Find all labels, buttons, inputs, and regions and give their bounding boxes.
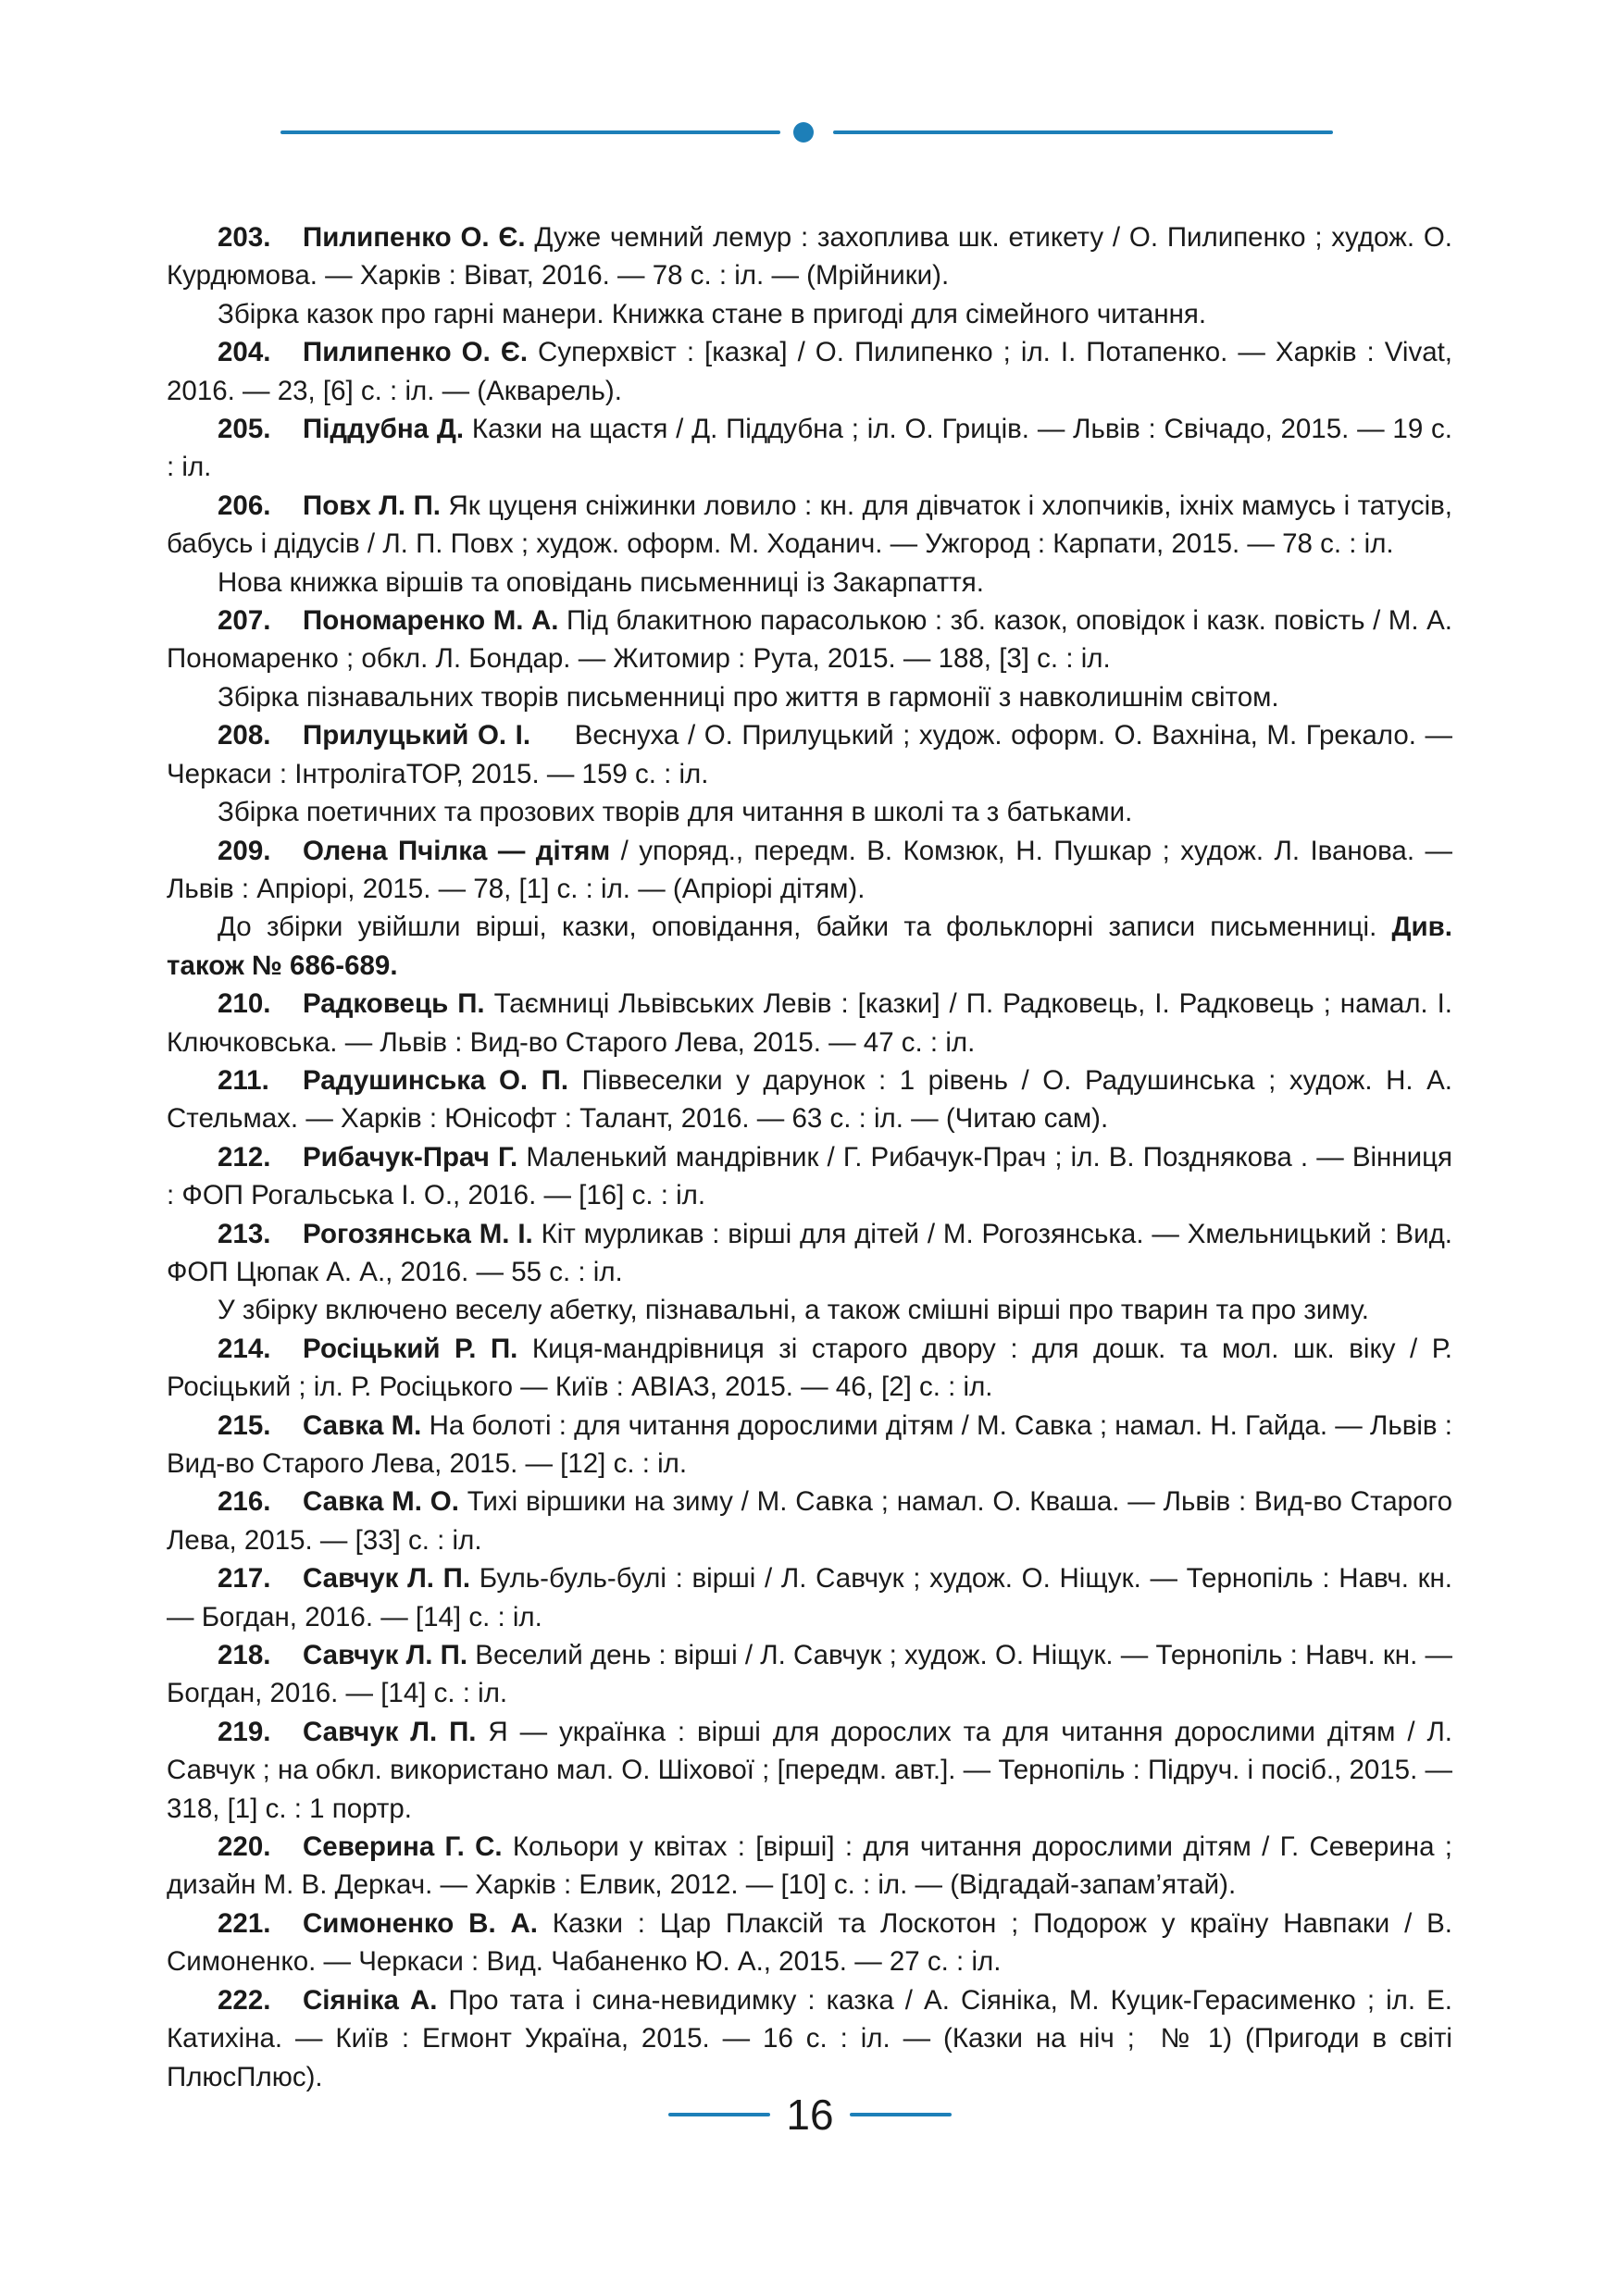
entry-annotation	[167, 295, 1452, 333]
entry-description: Маленький мандрівник / Г. Рибачук-Прач ; іл. В. Позднякова . — Вінниця : ФОП Рогальська І. О., 2016. — [16] с. : іл.	[167, 1141, 1461, 1211]
annotation-text: У збірку включено веселу абетку, пізнавальні, а також смішні вірші про тварин та про зиму.	[218, 1295, 1369, 1326]
entry-description: Кіт мурликав : вірші для дітей / М. Рогозянська. — Хмельницький : Вид. ФОП Цюпак А. А., 2016. — 55 с. : іл.	[167, 1218, 1461, 1287]
entry-author: Росіцький Р. П.	[303, 1333, 518, 1364]
entry-number: 214.	[218, 1333, 271, 1364]
entry-author: Піддубна Д.	[303, 414, 465, 445]
entry-description: / упоряд., передм. В. Комзюк, Н. Пушкар ; худож. Л. Іванова. — Львів : Апріорі, 2015. — 78, [1] с. : іл. — (Апріорі дітям).	[167, 835, 1461, 904]
entry-number: 217.	[218, 1563, 271, 1595]
bibliography-entry	[167, 1559, 1461, 1636]
entry-author: Симоненко В. А.	[303, 1907, 538, 1939]
entry-number: 207.	[218, 605, 271, 637]
entry-description: Дуже чемний лемур : захоплива шк. етикету / О. Пилипенко ; худож. О. Курдюмова. — Харків : Віват, 2016. — 78 с. : іл. — (Мрійники).	[167, 222, 1461, 292]
annotation-text: Збірка казок про гарні манери. Книжка стане в пригоді для сімейного читання.	[218, 298, 1207, 329]
entry-number: 206.	[218, 490, 271, 521]
entry-author: Пилипенко О. Є.	[303, 337, 529, 368]
entry-author: Рогозянська М. І.	[303, 1218, 533, 1249]
annotation-text: До збірки увійшли вірші, казки, оповідання, байки та фольклорні записи письменниці.	[218, 912, 1392, 943]
annotation-text: Збірка поетичних та прозових творів для читання в школі та з батьками.	[218, 797, 1133, 828]
bibliography-entry	[167, 602, 1461, 678]
entry-author: Пилипенко О. Є.	[303, 222, 526, 253]
bibliography-entry	[167, 218, 1461, 295]
bibliography-entry	[167, 1981, 1461, 2096]
entry-annotation	[167, 564, 1452, 602]
header-dot	[793, 122, 814, 143]
entry-number: 209.	[218, 835, 271, 866]
see-also-reference: Див. також № 686-689.	[167, 912, 1452, 981]
entry-description: Буль-буль-булі : вірші / Л. Савчук ; худож. О. Ніщук. — Тернопіль : Навч. кн. — Богдан, 2016. — [14] с. : іл.	[167, 1563, 1461, 1632]
entry-description: Веснуха / О. Прилуцький ; худож. оформ. О. Вахніна, М. Грекало. — Черкаси : ІнтролігаТОР, 2015. — 159 с. : іл.	[167, 720, 1461, 789]
entry-number: 208.	[218, 720, 271, 751]
entry-author: Савка М.	[303, 1409, 422, 1441]
bibliography-entry	[167, 1215, 1461, 1292]
entry-author: Рибачук-Прач Г.	[303, 1141, 518, 1173]
entry-description: На болоті : для читання дорослими дітям / М. Савка ; намал. Н. Гайда. — Львів : Вид-во Старого Лева, 2015. — [12] с. : іл.	[167, 1409, 1461, 1479]
footer-rule-right	[850, 2113, 952, 2116]
entry-description: Я — українка : вірші для дорослих та для читання дорослими дітям / Л. Савчук ; на обкл. використано мал. О. Шіхової ; [передм. авт.]. — Тернопіль : Підруч. і посіб., 2015. — 318, [1] с. : 1 портр.	[167, 1716, 1461, 1824]
entry-description: Піввеселки у дарунок : 1 рівень / О. Радушинська ; худож. Н. А. Стельмах. — Харків : Юнісофт : Талант, 2016. — 63 с. : іл. — (Читаю сам).	[167, 1064, 1461, 1135]
entry-author: Олена Пчілка — дітям	[303, 835, 611, 866]
header-rule-right	[833, 130, 1333, 134]
entry-number: 215.	[218, 1409, 271, 1441]
entry-number: 210.	[218, 988, 271, 1020]
entry-number: 220.	[218, 1831, 271, 1863]
bibliography-entry	[167, 333, 1461, 410]
bibliography-entry	[167, 1713, 1461, 1828]
entry-author: Прилуцький О. І.	[303, 720, 531, 751]
bibliography-list	[167, 218, 1461, 2096]
bibliography-entry	[167, 1407, 1461, 1483]
annotation-text: Збірка пізнавальних творів письменниці про життя в гармонії з навколишнім світом.	[218, 681, 1279, 713]
bibliography-entry	[167, 985, 1461, 1061]
entry-author: Радушинська О. П.	[303, 1064, 569, 1096]
entry-author: Радковець П.	[303, 988, 485, 1020]
entry-description: Під блакитною парасолькою : зб. казок, оповідок і казк. повість / М. А. Пономаренко ; обкл. Л. Бондар. — Житомир : Рута, 2015. — 188, [3] с. : іл.	[167, 605, 1461, 675]
entry-description: Веселий день : вірші / Л. Савчук ; худож. О. Ніщук. — Тернопіль : Навч. кн. — Богдан, 2016. — [14] с. : іл.	[167, 1640, 1461, 1709]
bibliography-entry	[167, 1828, 1461, 1905]
entry-number: 216.	[218, 1486, 271, 1518]
entry-number: 218.	[218, 1640, 271, 1671]
bibliography-entry	[167, 1483, 1461, 1559]
entry-author: Савчук Л. П.	[303, 1640, 468, 1671]
entry-number: 213.	[218, 1218, 271, 1249]
bibliography-entry	[167, 1905, 1461, 1981]
entry-number: 204.	[218, 337, 271, 368]
entry-description: Казки на щастя / Д. Піддубна ; іл. О. Гриців. — Львів : Свічадо, 2015. — 19 с. : іл.	[167, 414, 1461, 483]
bibliography-entry	[167, 832, 1461, 909]
entry-number: 203.	[218, 222, 271, 253]
entry-description: Суперхвіст : [казка] / О. Пилипенко ; іл. І. Потапенко. — Харків : Vivat, 2016. — 23, [6] с. : іл. — (Акварель).	[167, 337, 1461, 406]
entry-number: 222.	[218, 1984, 271, 2016]
entry-annotation	[167, 793, 1452, 831]
entry-annotation	[167, 1291, 1452, 1329]
bibliography-entry	[167, 716, 1461, 793]
entry-number: 221.	[218, 1907, 271, 1939]
entry-annotation	[167, 908, 1452, 985]
entry-description: Казки : Цар Плаксій та Лоскотон ; Подорож у країну Навпаки / В. Симоненко. — Черкаси : Вид. Чабаненко Ю. А., 2015. — 27 с. : іл.	[167, 1907, 1461, 1978]
bibliography-entry	[167, 410, 1461, 487]
entry-author: Савка М. О.	[303, 1486, 459, 1518]
entry-author: Пономаренко М. А.	[303, 605, 559, 637]
entry-description: Як цуценя сніжинки ловило : кн. для дівчаток і хлопчиків, іхніх мамусь і татусів, бабусь і дідусів / Л. П. Повх ; худож. оформ. М. Ходанич. — Ужгород : Карпати, 2015. — 78 с. : іл.	[167, 490, 1461, 560]
entry-annotation	[167, 678, 1452, 716]
entry-description: Тихі віршики на зиму / М. Савка ; намал. О. Кваша. — Львів : Вид-во Старого Лева, 2015. — [33] с. : іл.	[167, 1486, 1461, 1556]
bibliography-entry	[167, 487, 1461, 564]
entry-number: 205.	[218, 414, 271, 445]
annotation-text: Нова книжка віршів та оповідань письменниці із Закарпаття.	[218, 566, 984, 598]
bibliography-entry	[167, 1330, 1461, 1407]
entry-number: 219.	[218, 1716, 271, 1747]
page-number: 16	[786, 2091, 834, 2139]
bibliography-entry	[167, 1061, 1461, 1138]
entry-author: Повх Л. П.	[303, 490, 441, 521]
entry-author: Савчук Л. П.	[303, 1563, 471, 1595]
header-rule-left	[280, 130, 780, 134]
entry-description: Кольори у квітах : [вірші] : для читання дорослими дітям / Г. Северина ; дизайн М. В. Деркач. — Харків : Елвик, 2012. — [10] с. : іл. — (Відгадай-запам’ятай).	[167, 1831, 1461, 1901]
entry-number: 211.	[218, 1064, 269, 1096]
bibliography-entry	[167, 1636, 1461, 1713]
entry-description: Про тата і сина-невидимку : казка / А. Сіяніка, М. Куцик-Герасименко ; іл. Е. Катихіна. — Київ : Егмонт Україна, 2015. — 16 с. : іл. — (Казки на ніч ; № 1) (Пригоди в світі ПлюсПлюс).	[167, 1984, 1461, 2092]
entry-author: Северина Г. С.	[303, 1831, 503, 1863]
entry-description: Таємниці Львівських Левів : [казки] / П. Радковець, І. Радковець ; намал. І. Ключковська. — Львів : Вид-во Старого Лева, 2015. — 47 с. : іл.	[167, 988, 1461, 1058]
entry-description: Киця-мандрівниця зі старого двору : для дошк. та мол. шк. віку / Р. Росіцький ; іл. Р. Росіцького — Київ : АВІАЗ, 2015. — 46, [2] с. : іл.	[167, 1333, 1461, 1403]
entry-number: 212.	[218, 1141, 271, 1173]
footer-rule-left	[668, 2113, 770, 2116]
entry-author: Савчук Л. П.	[303, 1716, 477, 1747]
entry-author: Сіяніка А.	[303, 1984, 438, 2016]
bibliography-entry	[167, 1138, 1461, 1215]
